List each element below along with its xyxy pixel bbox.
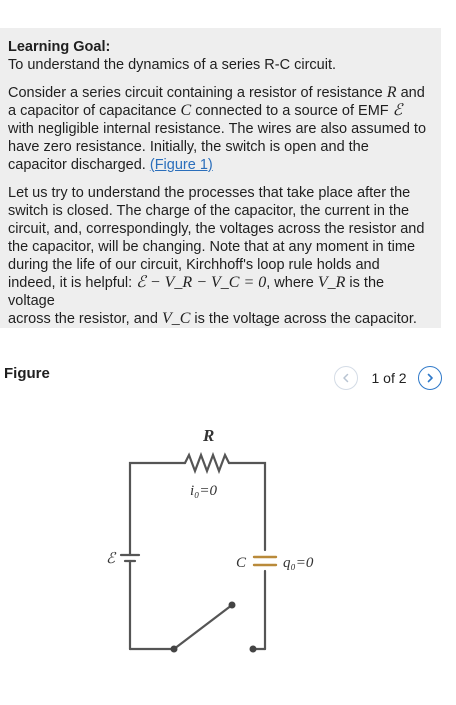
- analysis-line: during the life of our circuit, Kirchhoff's loop rule holds and: [8, 257, 380, 273]
- analysis-line: [8, 310, 433, 328]
- intro-line: [8, 84, 433, 102]
- symbol-VC: V_C: [161, 310, 191, 327]
- figure-1-link[interactable]: (Figure 1): [149, 157, 213, 173]
- text-span: a capacitor of capacitance: [8, 103, 181, 119]
- symbol-C: C: [180, 102, 192, 119]
- text-span: is the voltage: [8, 275, 385, 309]
- chevron-right-icon: [425, 373, 435, 383]
- analysis-line: switch is closed. The charge of the capacitor, the current in the: [8, 203, 410, 219]
- top-right-wire: [229, 463, 265, 550]
- charge-label: q₀=0: [283, 555, 314, 571]
- text-span: Consider a series circuit containing a resistor of resistance: [8, 85, 387, 101]
- analysis-line: circuit, and, correspondingly, the voltages across the resistor and: [8, 221, 425, 237]
- intro-line: [8, 156, 433, 174]
- intro-line: with negligible internal resistance. The wires are also assumed to: [8, 121, 427, 137]
- symbol-R: R: [386, 84, 397, 101]
- figure-page-indicator: 1 of 2: [371, 370, 407, 386]
- analysis-paragraph: [8, 184, 433, 328]
- previous-figure-button[interactable]: [334, 366, 358, 390]
- text-span: connected to a source of EMF: [191, 103, 393, 119]
- figure-area: [0, 405, 456, 700]
- resistor-zigzag: [185, 455, 229, 471]
- learning-goal-panel: [0, 28, 441, 328]
- text-span: across the resistor, and: [8, 311, 162, 327]
- current-label: i₀=0: [190, 483, 218, 499]
- switch-contact: [250, 646, 257, 653]
- chevron-left-icon: [341, 373, 351, 383]
- text-span: indeed, it is helpful:: [8, 275, 137, 291]
- text-span: capacitor discharged.: [8, 157, 150, 173]
- text-span: and: [396, 85, 425, 101]
- intro-line: [8, 102, 433, 120]
- switch-tip: [229, 602, 236, 609]
- symbol-emf: ℰ: [392, 102, 403, 119]
- symbol-VR: V_R: [317, 274, 346, 291]
- rc-circuit-diagram: [0, 405, 456, 700]
- resistor-label: R: [203, 426, 215, 445]
- switch-pivot: [171, 646, 178, 653]
- intro-paragraph: [8, 84, 433, 174]
- figure-title: Figure: [4, 365, 50, 382]
- emf-label: ℰ: [106, 551, 116, 567]
- kirchhoff-equation: ℰ − V_R − V_C = 0: [136, 274, 267, 291]
- intro-line: have zero resistance. Initially, the switch is open and the: [8, 139, 369, 155]
- analysis-line: the capacitor, will be changing. Note that at any moment in time: [8, 239, 416, 255]
- learning-goal-subtitle: To understand the dynamics of a series R-C circuit.: [8, 57, 336, 73]
- text-span: is the voltage across the capacitor.: [190, 311, 417, 327]
- top-left-wire: [130, 463, 185, 555]
- analysis-line: Let us try to understand the processes that take place after the: [8, 185, 411, 201]
- text-span: , where: [266, 275, 318, 291]
- learning-goal-title: Learning Goal:: [8, 39, 111, 55]
- next-figure-button[interactable]: [418, 366, 442, 390]
- learning-goal-content: [8, 38, 433, 338]
- capacitor-label: C: [236, 555, 247, 571]
- analysis-line: [8, 274, 433, 310]
- switch-blade: [174, 605, 232, 649]
